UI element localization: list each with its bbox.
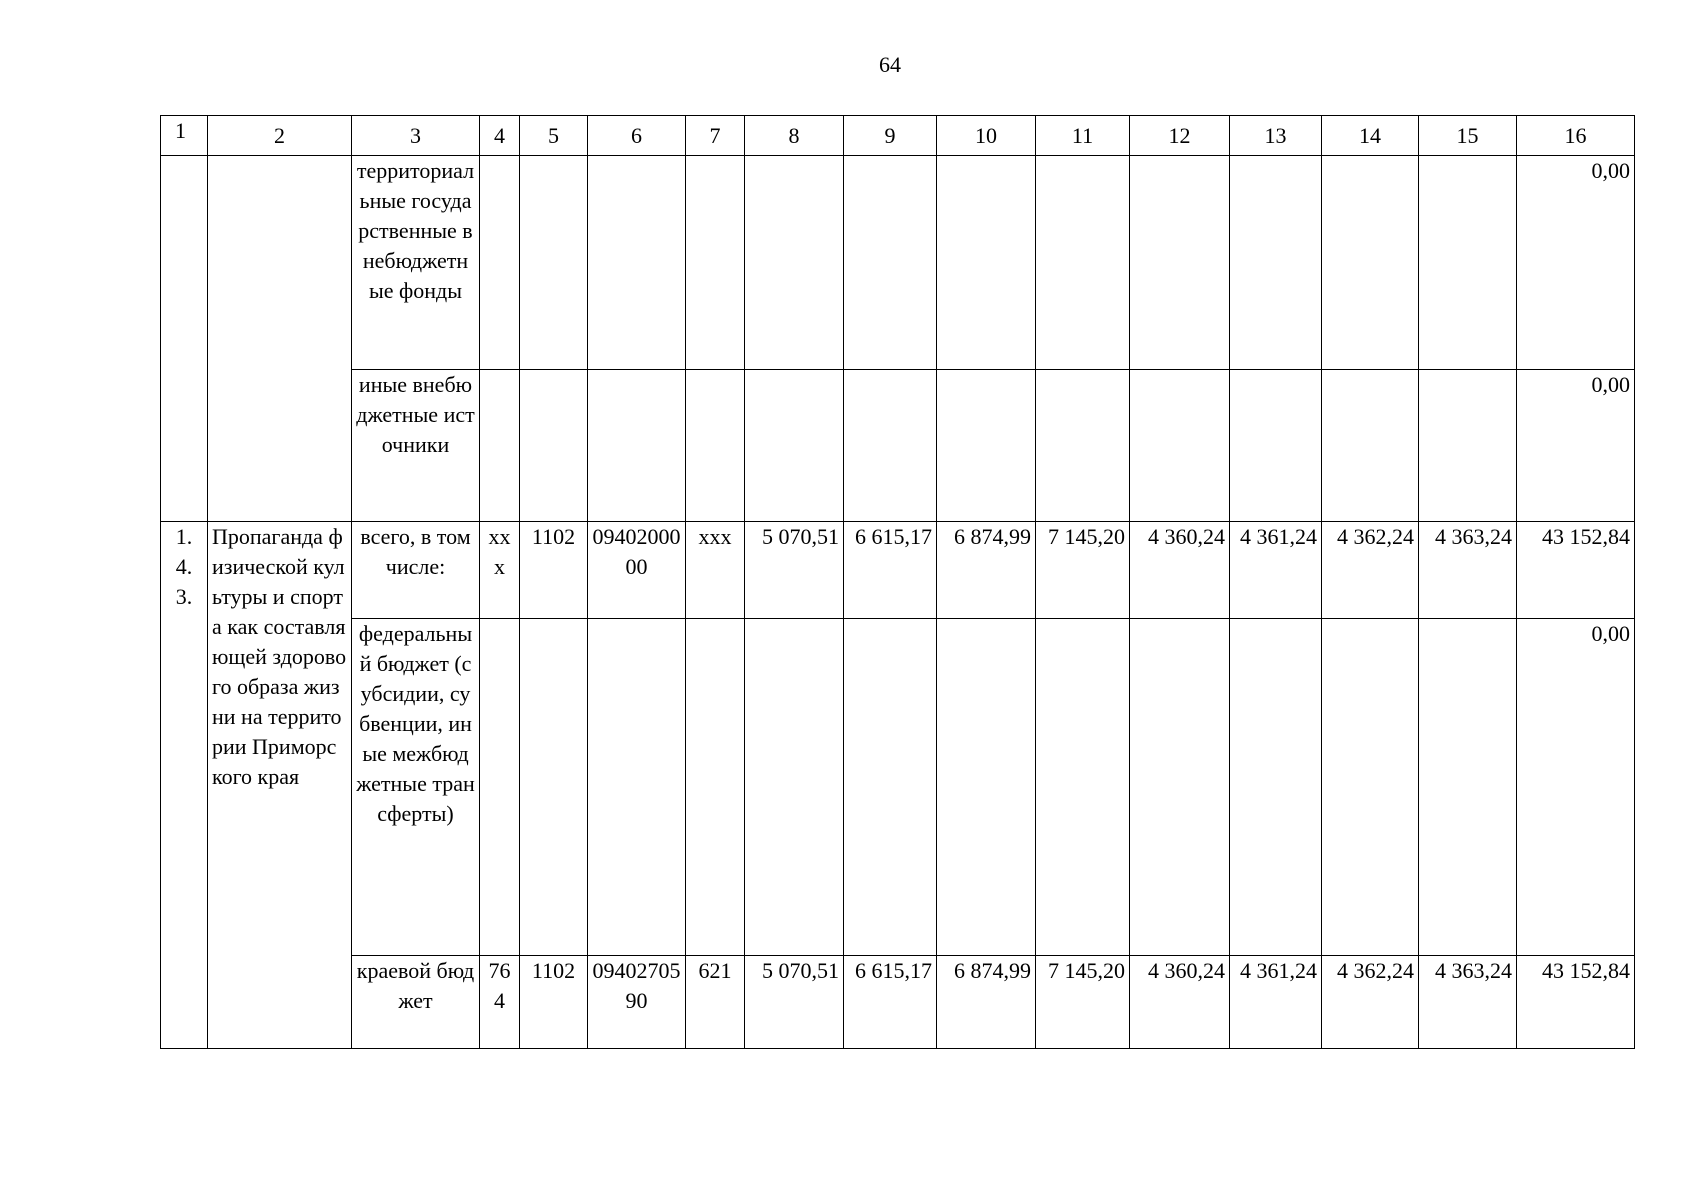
empty-cell	[480, 156, 520, 370]
header-cell: 8	[745, 116, 844, 156]
value-cell: 5 070,51	[745, 956, 844, 1049]
item-number-cell	[161, 156, 208, 522]
header-cell: 9	[844, 116, 937, 156]
table-row-other-sources	[161, 370, 1635, 522]
code-cell: 0940270590	[588, 956, 686, 1049]
page-number: 64	[879, 52, 901, 77]
total-cell: 0,00	[1517, 370, 1635, 522]
empty-cell	[937, 156, 1036, 370]
code-cell: ххх	[480, 522, 520, 619]
empty-cell	[1130, 156, 1230, 370]
empty-cell	[480, 370, 520, 522]
value-cell: 4 363,24	[1419, 522, 1517, 619]
header-cell: 4	[480, 116, 520, 156]
empty-cell	[937, 370, 1036, 522]
header-cell: 7	[686, 116, 745, 156]
empty-cell	[480, 619, 520, 956]
value-cell: 6 615,17	[844, 956, 937, 1049]
item-number-cell: 1. 4. 3.	[161, 522, 208, 1049]
value-cell: 4 361,24	[1230, 522, 1322, 619]
value-cell: 4 361,24	[1230, 956, 1322, 1049]
empty-cell	[1322, 370, 1419, 522]
empty-cell	[1036, 619, 1130, 956]
value-cell: 5 070,51	[745, 522, 844, 619]
empty-cell	[745, 156, 844, 370]
header-cell: 12	[1130, 116, 1230, 156]
empty-cell	[1322, 156, 1419, 370]
empty-cell	[1230, 156, 1322, 370]
empty-cell	[1130, 619, 1230, 956]
source-cell: федеральный бюджет (субсидии, субвенции, иные межбюджетные трансферты)	[352, 619, 480, 956]
empty-cell	[1322, 619, 1419, 956]
empty-cell	[588, 619, 686, 956]
source-cell: территориальные государственные внебюджетные фонды	[352, 156, 480, 370]
source-cell: всего, в том числе:	[352, 522, 480, 619]
code-cell: 1102	[520, 522, 588, 619]
value-cell: 7 145,20	[1036, 522, 1130, 619]
empty-cell	[520, 619, 588, 956]
code-cell: 0940200000	[588, 522, 686, 619]
empty-cell	[588, 156, 686, 370]
table-row-regional-budget	[161, 956, 1635, 1049]
empty-cell	[1130, 370, 1230, 522]
empty-cell	[1230, 370, 1322, 522]
code-cell: 621	[686, 956, 745, 1049]
empty-cell	[1419, 156, 1517, 370]
table-row-federal-budget	[161, 619, 1635, 956]
total-cell: 43 152,84	[1517, 522, 1635, 619]
empty-cell	[745, 370, 844, 522]
empty-cell	[844, 619, 937, 956]
item-name-cell	[208, 156, 352, 522]
total-cell: 0,00	[1517, 619, 1635, 956]
header-cell: 6	[588, 116, 686, 156]
table-row-territorial-funds	[161, 156, 1635, 370]
header-cell: 5	[520, 116, 588, 156]
header-cell: 15	[1419, 116, 1517, 156]
source-cell: краевой бюджет	[352, 956, 480, 1049]
code-cell: 1102	[520, 956, 588, 1049]
empty-cell	[1036, 370, 1130, 522]
value-cell: 4 362,24	[1322, 956, 1419, 1049]
source-cell: иные внебюджетные источники	[352, 370, 480, 522]
empty-cell	[686, 619, 745, 956]
value-cell: 4 362,24	[1322, 522, 1419, 619]
empty-cell	[1419, 619, 1517, 956]
value-cell: 7 145,20	[1036, 956, 1130, 1049]
code-cell: ххх	[686, 522, 745, 619]
header-cell: 3	[352, 116, 480, 156]
empty-cell	[1419, 370, 1517, 522]
header-cell: 14	[1322, 116, 1419, 156]
empty-cell	[686, 156, 745, 370]
value-cell: 4 363,24	[1419, 956, 1517, 1049]
budget-table	[160, 115, 1635, 1049]
header-row	[161, 116, 1635, 156]
header-cell: 1	[161, 116, 208, 156]
empty-cell	[937, 619, 1036, 956]
empty-cell	[686, 370, 745, 522]
total-cell: 0,00	[1517, 156, 1635, 370]
empty-cell	[520, 156, 588, 370]
header-cell: 11	[1036, 116, 1130, 156]
empty-cell	[520, 370, 588, 522]
item-name-cell: Пропаганда физической культуры и спорта как составляющей здорового образа жизни на территории Приморского края	[208, 522, 352, 1049]
value-cell: 6 874,99	[937, 522, 1036, 619]
empty-cell	[844, 370, 937, 522]
total-cell: 43 152,84	[1517, 956, 1635, 1049]
empty-cell	[588, 370, 686, 522]
header-cell: 10	[937, 116, 1036, 156]
header-cell: 13	[1230, 116, 1322, 156]
value-cell: 4 360,24	[1130, 522, 1230, 619]
empty-cell	[745, 619, 844, 956]
value-cell: 6 615,17	[844, 522, 937, 619]
header-cell: 16	[1517, 116, 1635, 156]
empty-cell	[1036, 156, 1130, 370]
empty-cell	[1230, 619, 1322, 956]
empty-cell	[844, 156, 937, 370]
header-cell: 2	[208, 116, 352, 156]
table-row-total	[161, 522, 1635, 619]
value-cell: 6 874,99	[937, 956, 1036, 1049]
code-cell: 764	[480, 956, 520, 1049]
value-cell: 4 360,24	[1130, 956, 1230, 1049]
